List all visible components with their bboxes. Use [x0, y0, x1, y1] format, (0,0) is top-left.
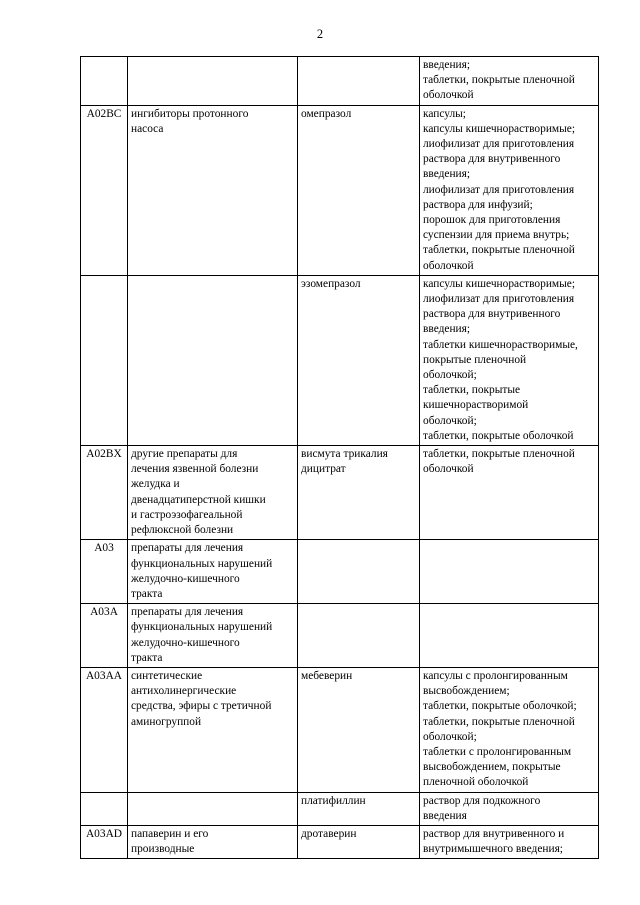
cell-text-line: кишечнорастворимой — [423, 399, 529, 412]
atc-code-cell — [81, 540, 128, 604]
cell-text-line: таблетки, покрытые оболочкой; — [423, 700, 577, 713]
atc-code-cell — [81, 275, 128, 445]
cell-text-line: лиофилизат для приготовления — [423, 138, 575, 151]
cell-text-line: дицитрат — [301, 463, 346, 476]
cell-text-line: насоса — [131, 122, 164, 135]
cell-text-line: оболочкой; — [423, 414, 477, 427]
cell-text-line: желудка и — [131, 478, 180, 491]
anatomical-group-cell — [128, 604, 298, 668]
cell-text-line: лиофилизат для приготовления — [423, 293, 575, 306]
cell-text-line: рефлюксной болезни — [131, 524, 234, 537]
drug-name-cell — [298, 825, 420, 858]
cell-text-line: высвобождением; — [423, 685, 510, 698]
cell-text-line: таблетки, покрытые пленочной — [423, 244, 575, 257]
drug-name-cell — [298, 604, 420, 668]
atc-code-cell — [81, 446, 128, 540]
cell-text-line: таблетки, покрытые пленочной — [423, 74, 575, 87]
cell-text-line: капсулы кишечнорастворимые; — [423, 277, 575, 290]
drug-name-cell — [298, 446, 420, 540]
drug-name-cell — [298, 275, 420, 445]
cell-text-line: пленочной оболочкой — [423, 776, 529, 789]
dosage-forms-cell — [420, 446, 599, 540]
cell-text-line: папаверин и его — [131, 827, 209, 840]
cell-text-line: функциональных нарушений — [131, 621, 273, 634]
cell-text-line: оболочкой; — [423, 369, 477, 382]
cell-text-line: висмута трикалия — [301, 448, 388, 461]
cell-text-line: препараты для лечения — [131, 606, 244, 619]
cell-text-line: раствора для внутривенного — [423, 153, 561, 166]
cell-text-line: аминогруппой — [131, 715, 202, 728]
anatomical-group-cell — [128, 105, 298, 275]
cell-text-line: лиофилизат для приготовления — [423, 183, 575, 196]
cell-text-line: желудочно-кишечного — [131, 572, 240, 585]
atc-code-cell — [81, 57, 128, 106]
cell-text-line: функциональных нарушений — [131, 557, 273, 570]
dosage-forms-cell — [420, 604, 599, 668]
dosage-forms-cell — [420, 275, 599, 445]
cell-text-line: лечения язвенной болезни — [131, 463, 259, 476]
cell-text-line: оболочкой; — [423, 730, 477, 743]
table-row — [81, 275, 599, 445]
cell-text-line: введения; — [423, 59, 471, 71]
anatomical-group-cell — [128, 667, 298, 792]
drug-classification-table — [80, 56, 599, 859]
cell-text-line: высвобождением, покрытые — [423, 761, 561, 774]
cell-text-line: раствор для внутривенного и — [423, 827, 565, 840]
cell-text-line: препараты для лечения — [131, 542, 244, 555]
cell-text-line: средства, эфиры с третичной — [131, 700, 272, 713]
drug-name-cell — [298, 540, 420, 604]
atc-code-cell — [81, 792, 128, 825]
cell-text: A02BC — [86, 107, 122, 120]
cell-text-line: раствор для подкожного — [423, 794, 541, 807]
cell-text-line: введения — [423, 809, 467, 822]
table-row — [81, 57, 599, 106]
anatomical-group-cell — [128, 275, 298, 445]
cell-text: A02BX — [86, 448, 122, 461]
cell-text-line: платифиллин — [301, 794, 366, 807]
cell-text-line: введения; — [423, 168, 471, 181]
cell-text-line: капсулы с пролонгированным — [423, 669, 568, 682]
anatomical-group-cell — [128, 792, 298, 825]
cell-text-line: оболочкой — [423, 259, 474, 272]
cell-text-line: капсулы; — [423, 107, 466, 120]
cell-text-line: тракта — [131, 587, 163, 600]
table-row — [81, 540, 599, 604]
cell-text-line: эзомепразол — [301, 277, 361, 290]
page-number: 2 — [316, 27, 324, 41]
cell-text-line: таблетки, покрытые — [423, 384, 521, 397]
atc-code-cell — [81, 604, 128, 668]
cell-text-line: омепразол — [301, 107, 352, 120]
anatomical-group-cell — [128, 825, 298, 858]
cell-text-line: тракта — [131, 651, 163, 664]
table-row — [81, 604, 599, 668]
cell-text-line: другие препараты для — [131, 448, 238, 461]
cell-text-line: капсулы кишечнорастворимые; — [423, 122, 575, 135]
atc-code-cell — [81, 825, 128, 858]
cell-text-line: таблетки, покрытые оболочкой — [423, 429, 574, 442]
cell-text-line: мебеверин — [301, 669, 353, 682]
cell-text-line: оболочкой — [423, 89, 474, 102]
cell-text-line: синтетические — [131, 669, 203, 682]
table-row — [81, 667, 599, 792]
cell-text-line: таблетки, покрытые пленочной — [423, 715, 575, 728]
atc-code-cell — [81, 105, 128, 275]
drug-name-cell — [298, 792, 420, 825]
anatomical-group-cell — [128, 57, 298, 106]
cell-text-line: внутримышечного введения; — [423, 843, 563, 856]
table-row — [81, 792, 599, 825]
cell-text-line: дротаверин — [301, 827, 357, 840]
drug-name-cell — [298, 57, 420, 106]
cell-text-line: покрытые пленочной — [423, 353, 527, 366]
cell-text-line: раствора для внутривенного — [423, 308, 561, 321]
cell-text-line: таблетки кишечнорастворимые, — [423, 338, 578, 351]
cell-text: A03 — [94, 542, 114, 555]
cell-text: A03AA — [85, 669, 123, 682]
table-row — [81, 105, 599, 275]
cell-text-line: введения; — [423, 323, 471, 336]
cell-text-line: таблетки с пролонгированным — [423, 745, 572, 758]
cell-text-line: производные — [131, 843, 195, 856]
cell-text-line: ингибиторы протонного — [131, 107, 249, 120]
cell-text-line: порошок для приготовления — [423, 214, 561, 227]
table-row — [81, 446, 599, 540]
dosage-forms-cell — [420, 105, 599, 275]
drug-name-cell — [298, 105, 420, 275]
cell-text-line: оболочкой — [423, 463, 474, 476]
cell-text-line: желудочно-кишечного — [131, 636, 240, 649]
dosage-forms-cell — [420, 792, 599, 825]
cell-text: A03AD — [85, 827, 123, 840]
cell-text-line: суспензии для приема внутрь; — [423, 229, 570, 242]
cell-text-line: раствора для инфузий; — [423, 198, 533, 211]
dosage-forms-cell — [420, 667, 599, 792]
anatomical-group-cell — [128, 446, 298, 540]
cell-text: A03A — [90, 606, 118, 619]
dosage-forms-cell — [420, 825, 599, 858]
cell-text-line: таблетки, покрытые пленочной — [423, 448, 575, 461]
cell-text-line: двенадцатиперстной кишки — [131, 493, 266, 506]
dosage-forms-cell — [420, 540, 599, 604]
cell-text-line: антихолинергические — [131, 685, 237, 698]
dosage-forms-cell — [420, 57, 599, 106]
atc-code-cell — [81, 667, 128, 792]
drug-name-cell — [298, 667, 420, 792]
cell-text-line: и гастроэзофагеальной — [131, 508, 243, 521]
anatomical-group-cell — [128, 540, 298, 604]
table-row — [81, 825, 599, 858]
